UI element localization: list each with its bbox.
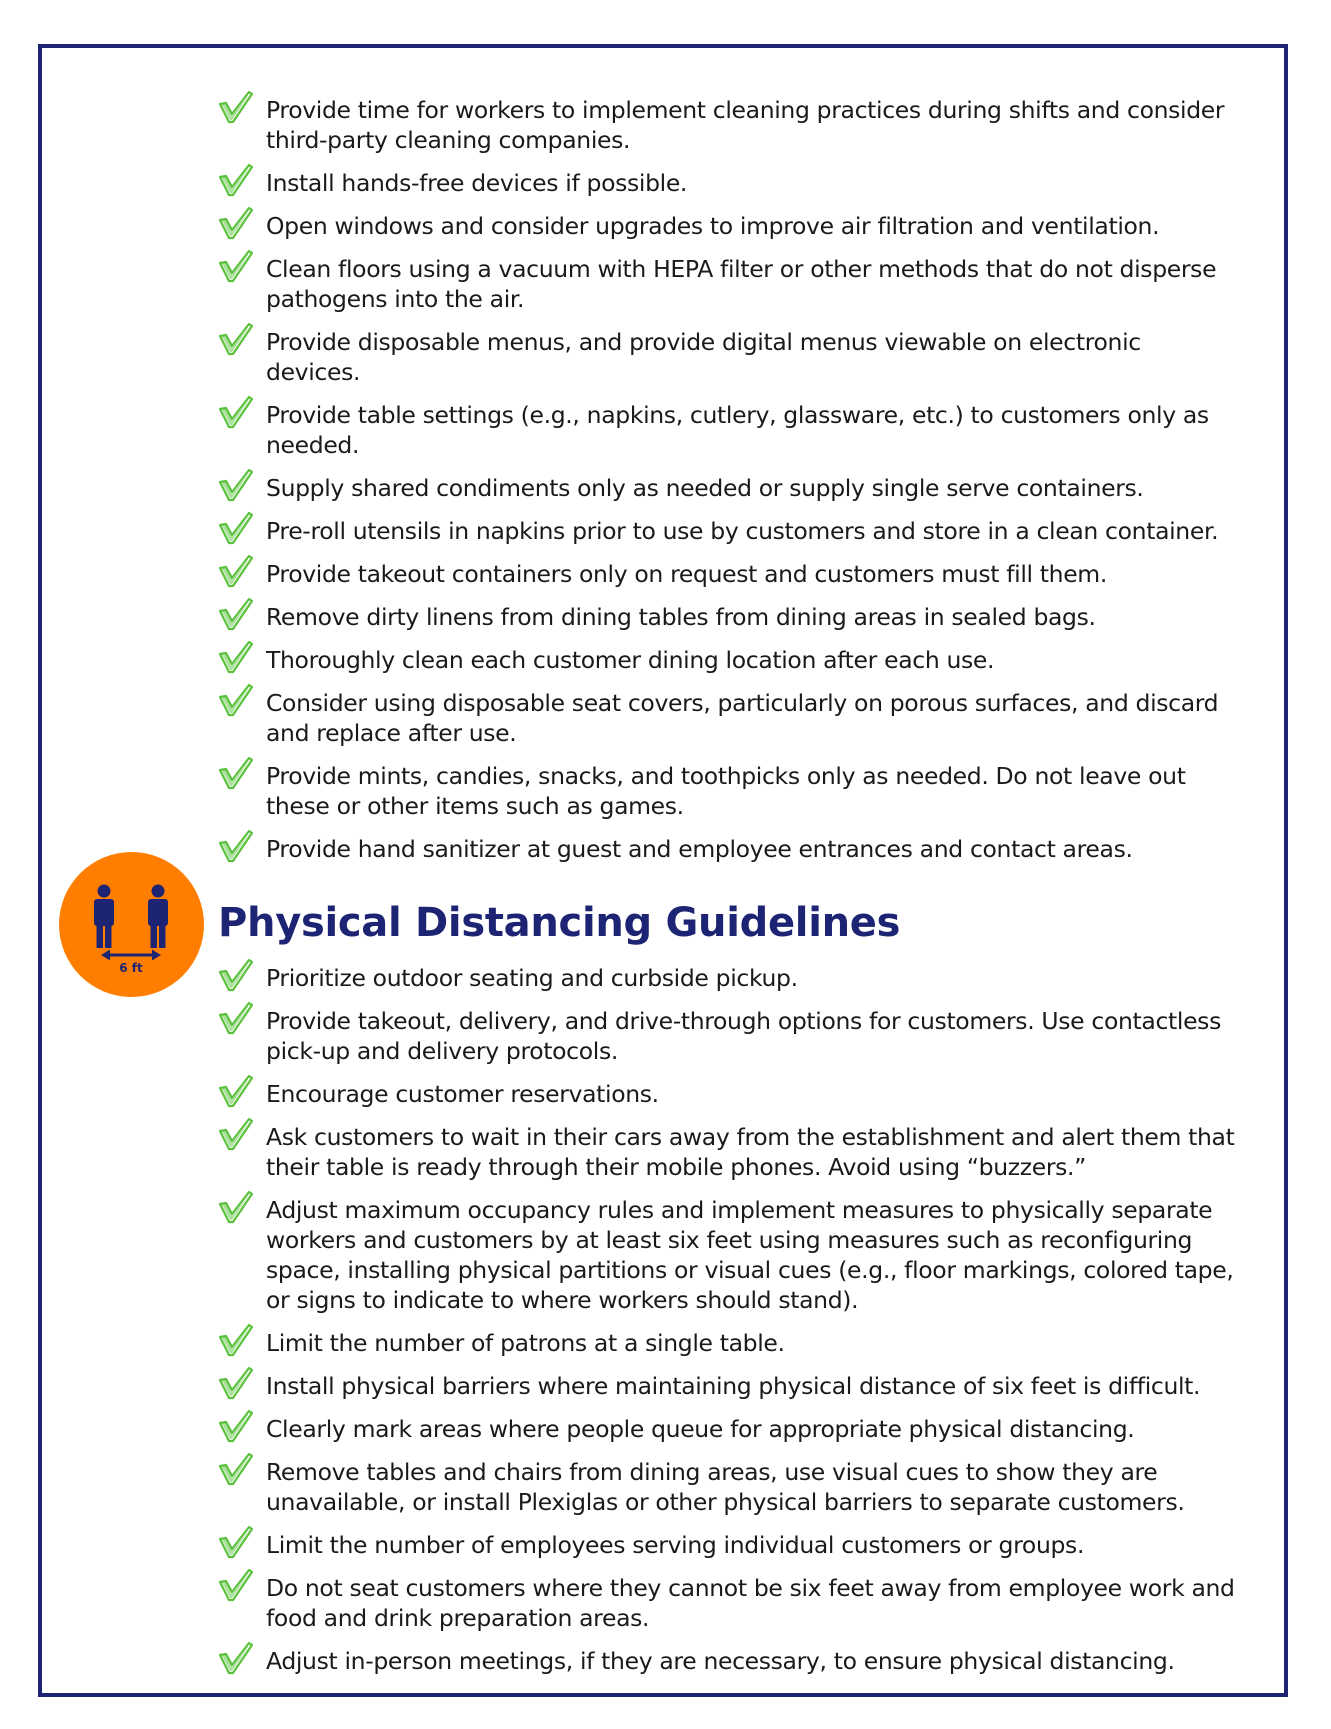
checklist-item — [217, 400, 1237, 460]
checklist-item-text: Provide disposable menus, and provide digital menus viewable on electronic devices. — [266, 328, 1141, 386]
checklist-item — [217, 1530, 1237, 1560]
check-icon — [217, 639, 253, 675]
checklist-item-text: Provide time for workers to implement cleaning practices during shifts and consider third-party cleaning companies. — [266, 96, 1225, 154]
checklist-item — [217, 1573, 1237, 1633]
checklist-item-text: Consider using disposable seat covers, particularly on porous surfaces, and discard and replace after use. — [266, 689, 1219, 747]
checklist-item-text: Provide takeout, delivery, and drive-through options for customers. Use contactless pick-up and delivery protocols. — [266, 1007, 1221, 1065]
checklist-item — [217, 327, 1237, 387]
checklist-item — [217, 1079, 1237, 1109]
checklist-item — [217, 168, 1237, 198]
check-icon — [217, 205, 253, 241]
check-icon — [217, 755, 253, 791]
checklist-item-text: Adjust maximum occupancy rules and implement measures to physically separate workers and customers by at least six feet using measures such as reconfiguring space, installing physical partitions or visual cues (e.g., floor markings, colored tape, or signs to indicate to where workers should stand). — [266, 1196, 1234, 1314]
check-icon — [217, 1408, 253, 1444]
checklist-item — [217, 602, 1237, 632]
check-icon — [217, 394, 253, 430]
check-icon — [217, 321, 253, 357]
checklist-item-text: Remove tables and chairs from dining areas, use visual cues to show they are unavailable, or install Plexiglas or other physical barriers to separate customers. — [266, 1458, 1185, 1516]
checklist-item — [217, 1457, 1237, 1517]
check-icon — [217, 1567, 253, 1603]
checklist-item — [217, 559, 1237, 589]
check-icon — [217, 1116, 253, 1152]
checklist-item-text: Do not seat customers where they cannot be six feet away from employee work and food and drink preparation areas. — [266, 1574, 1235, 1632]
check-icon — [217, 467, 253, 503]
section-heading: Physical Distancing Guidelines — [218, 900, 901, 946]
checklist-item-text: Supply shared condiments only as needed or supply single serve containers. — [266, 474, 1144, 502]
checklist-item-text: Pre-roll utensils in napkins prior to use by customers and store in a clean container. — [266, 517, 1219, 545]
checklist-item — [217, 645, 1237, 675]
cleaning-checklist — [217, 95, 1237, 877]
checklist-item — [217, 211, 1237, 241]
check-icon — [217, 828, 253, 864]
checklist-item-text: Ask customers to wait in their cars away from the establishment and alert them that their table is ready through their mobile phones. Avoid using “buzzers.” — [266, 1123, 1235, 1181]
distance-label: 6 ft — [119, 961, 143, 975]
checklist-item-text: Adjust in-person meetings, if they are necessary, to ensure physical distancing. — [266, 1647, 1175, 1675]
checklist-item — [217, 1328, 1237, 1358]
checklist-item — [217, 1006, 1237, 1066]
physical-distancing-icon — [59, 852, 204, 997]
checklist-item-text: Remove dirty linens from dining tables from dining areas in sealed bags. — [266, 603, 1096, 631]
check-icon — [217, 1000, 253, 1036]
checklist-item-text: Provide takeout containers only on request and customers must fill them. — [266, 560, 1107, 588]
checklist-item-text: Thoroughly clean each customer dining location after each use. — [266, 646, 995, 674]
check-icon — [217, 510, 253, 546]
check-icon — [217, 1322, 253, 1358]
checklist-item-text: Limit the number of employees serving individual customers or groups. — [266, 1531, 1085, 1559]
check-icon — [217, 248, 253, 284]
checklist-item-text: Provide mints, candies, snacks, and toothpicks only as needed. Do not leave out these or other items such as games. — [266, 762, 1186, 820]
checklist-item-text: Clearly mark areas where people queue for appropriate physical distancing. — [266, 1415, 1135, 1443]
distancing-checklist — [217, 963, 1237, 1689]
check-icon — [217, 1640, 253, 1676]
checklist-item — [217, 834, 1237, 864]
checklist-item — [217, 963, 1237, 993]
checklist-item — [217, 95, 1237, 155]
checklist-item — [217, 1414, 1237, 1444]
checklist-item-text: Clean floors using a vacuum with HEPA filter or other methods that do not disperse pathogens into the air. — [266, 255, 1217, 313]
checklist-item — [217, 1195, 1237, 1315]
checklist-item-text: Open windows and consider upgrades to improve air filtration and ventilation. — [266, 212, 1160, 240]
check-icon — [217, 553, 253, 589]
checklist-item-text: Limit the number of patrons at a single table. — [266, 1329, 785, 1357]
checklist-item — [217, 1122, 1237, 1182]
physical-distancing-badge — [59, 852, 204, 997]
check-icon — [217, 1073, 253, 1109]
checklist-item — [217, 254, 1237, 314]
check-icon — [217, 89, 253, 125]
checklist-item-text: Install physical barriers where maintaining physical distance of six feet is difficult. — [266, 1372, 1201, 1400]
checklist-item-text: Prioritize outdoor seating and curbside pickup. — [266, 964, 798, 992]
check-icon — [217, 682, 253, 718]
checklist-item-text: Provide table settings (e.g., napkins, cutlery, glassware, etc.) to customers only as needed. — [266, 401, 1209, 459]
check-icon — [217, 1189, 253, 1225]
checklist-item — [217, 516, 1237, 546]
checklist-item — [217, 688, 1237, 748]
check-icon — [217, 596, 253, 632]
checklist-item — [217, 473, 1237, 503]
check-icon — [217, 1524, 253, 1560]
check-icon — [217, 957, 253, 993]
checklist-item-text: Install hands-free devices if possible. — [266, 169, 688, 197]
check-icon — [217, 162, 253, 198]
check-icon — [217, 1365, 253, 1401]
checklist-item — [217, 1646, 1237, 1676]
checklist-item-text: Provide hand sanitizer at guest and employee entrances and contact areas. — [266, 835, 1133, 863]
check-icon — [217, 1451, 253, 1487]
checklist-item — [217, 1371, 1237, 1401]
checklist-item — [217, 761, 1237, 821]
checklist-item-text: Encourage customer reservations. — [266, 1080, 659, 1108]
